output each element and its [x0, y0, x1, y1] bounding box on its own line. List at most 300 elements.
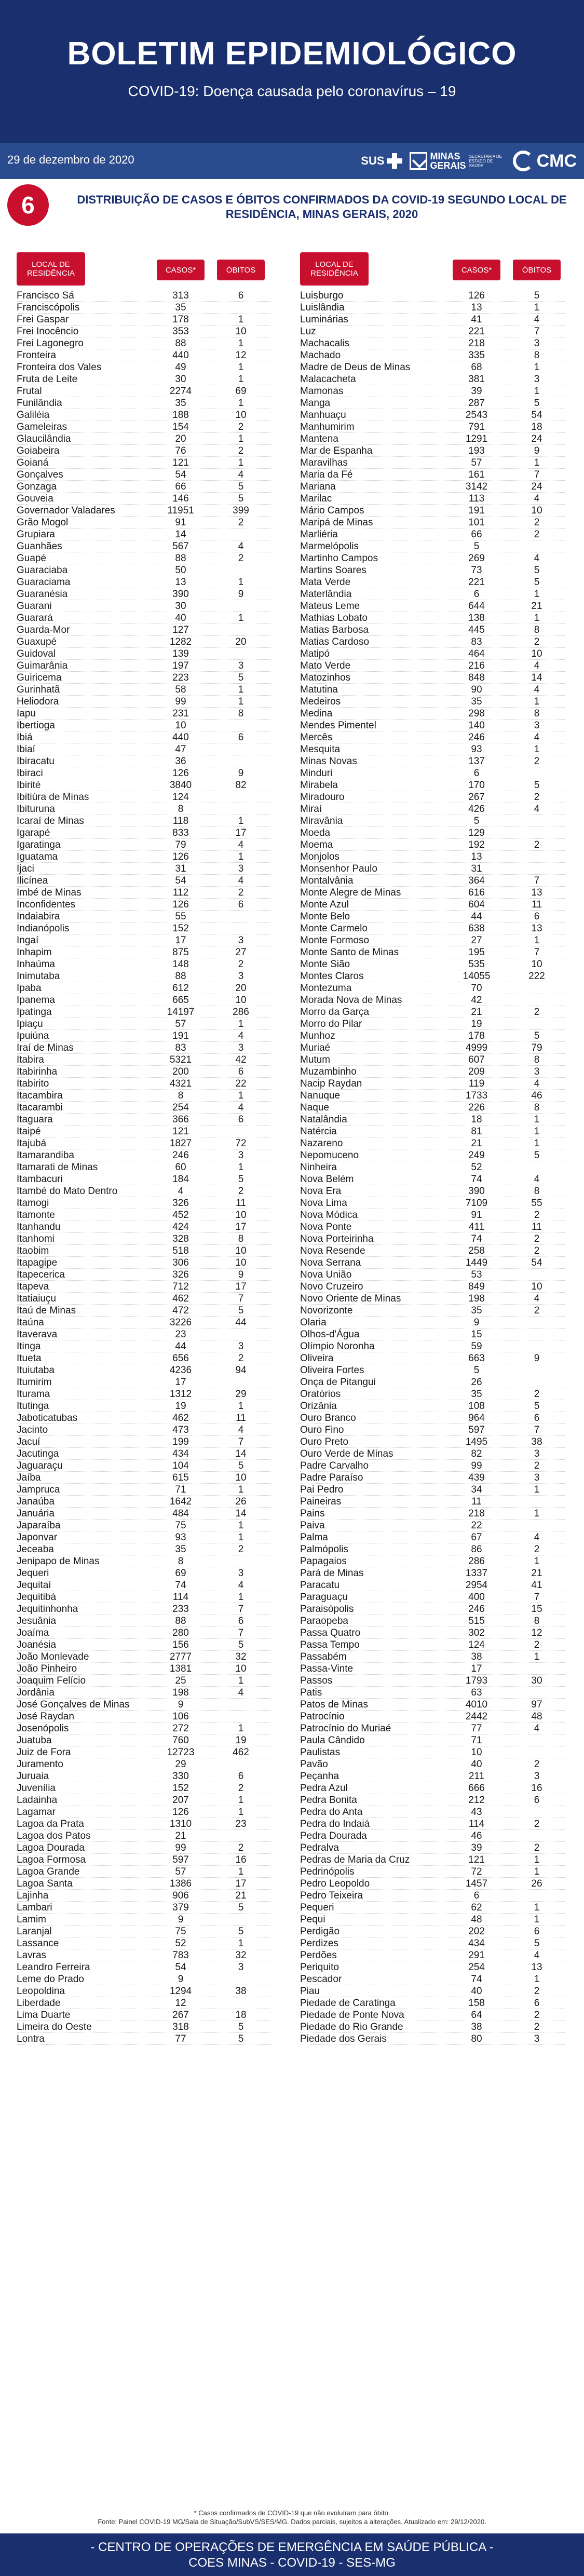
table-row	[17, 1018, 271, 1030]
deaths-value: 3	[238, 1341, 244, 1352]
municipality-name: Ladainha	[17, 1795, 58, 1806]
municipality-name: Monte Alegre de Minas	[300, 887, 401, 898]
table-row	[300, 791, 565, 803]
municipality-name: Periquito	[300, 1962, 339, 1973]
deaths-value: 2	[534, 792, 540, 803]
municipality-name: Inhaúma	[17, 959, 55, 970]
municipality-name: José Gonçalves de Minas	[17, 1699, 130, 1710]
municipality-name: Olaria	[300, 1317, 327, 1328]
municipality-name: Mesquita	[300, 744, 341, 755]
table-row	[300, 1854, 565, 1866]
table-row	[300, 1806, 565, 1818]
municipality-name: Guaxupé	[17, 636, 57, 647]
municipality-name: Itamarati de Minas	[17, 1162, 98, 1173]
cases-value: 118	[172, 816, 189, 826]
municipality-table-right	[300, 290, 565, 2045]
table-row	[17, 576, 271, 588]
table-row	[300, 731, 565, 743]
municipality-name: Itueta	[17, 1353, 42, 1364]
municipality-name: Mathias Lobato	[300, 613, 368, 623]
table-row	[300, 1281, 565, 1293]
table-row	[300, 1985, 565, 1997]
deaths-value: 5	[534, 398, 540, 409]
deaths-value: 24	[531, 481, 542, 492]
municipality-name: Jesuânia	[17, 1616, 57, 1626]
municipality-name: Lavras	[17, 1950, 47, 1961]
municipality-name: Nova Belém	[300, 1174, 354, 1185]
table-row	[17, 994, 271, 1006]
municipality-name: Ouro Preto	[300, 1436, 348, 1447]
table-row	[17, 731, 271, 743]
cases-value: 39	[471, 1842, 482, 1853]
table-row	[300, 1508, 565, 1520]
cases-value: 91	[175, 517, 186, 528]
header	[0, 0, 584, 143]
table-row	[17, 1066, 271, 1078]
table-row	[300, 1830, 565, 1842]
deaths-value: 1	[534, 613, 540, 623]
municipality-name: João Monlevade	[17, 1651, 89, 1662]
deaths-value: 6	[534, 1998, 540, 2009]
cases-value: 86	[471, 1544, 482, 1555]
municipality-name: Mutum	[300, 1054, 331, 1065]
deaths-value: 6	[534, 1926, 540, 1937]
cases-value: 55	[175, 911, 186, 922]
table-row	[300, 779, 565, 791]
table-row	[300, 1627, 565, 1639]
cases-value: 8	[178, 804, 184, 815]
table-row	[300, 1090, 565, 1102]
municipality-name: Iguatama	[17, 851, 58, 862]
table-row	[300, 540, 565, 552]
deaths-value: 23	[235, 1819, 247, 1829]
deaths-value: 1	[238, 1723, 244, 1734]
table-row	[17, 1209, 271, 1221]
cases-value: 30	[175, 601, 186, 612]
municipality-name: Pedra Bonita	[300, 1795, 357, 1806]
table-row	[17, 1615, 271, 1627]
cases-value: 246	[468, 732, 485, 743]
cases-value: 50	[175, 565, 186, 576]
municipality-name: Mar de Espanha	[300, 445, 373, 456]
cases-value: 35	[175, 398, 186, 409]
deaths-value: 2	[534, 1819, 540, 1829]
municipality-name: Galiléia	[17, 410, 50, 421]
table-row	[17, 1126, 271, 1137]
cases-value: 218	[468, 338, 485, 349]
deaths-value: 3	[238, 1150, 244, 1161]
deaths-value: 1	[238, 1090, 244, 1101]
cases-value: 207	[172, 1795, 189, 1806]
municipality-name: Perdizes	[300, 1938, 338, 1949]
table-row	[17, 1937, 271, 1949]
cases-value: 473	[172, 1425, 189, 1435]
municipality-name: Maria da Fé	[300, 469, 353, 480]
municipality-name: Guarani	[17, 601, 52, 612]
cases-value: 191	[172, 1031, 189, 1041]
cases-value: 121	[172, 1126, 189, 1137]
table-row	[17, 1770, 271, 1782]
cases-value: 218	[468, 1508, 485, 1519]
table-row	[17, 1352, 271, 1364]
deaths-value: 4	[238, 469, 244, 480]
deaths-value: 5	[238, 672, 244, 683]
deaths-value: 2	[238, 1783, 244, 1794]
deaths-value: 1	[238, 684, 244, 695]
cases-value: 35	[175, 302, 186, 313]
cases-value: 52	[471, 1162, 482, 1173]
table-row	[17, 1854, 271, 1866]
table-row	[300, 1591, 565, 1603]
deaths-value: 1	[238, 1532, 244, 1543]
municipality-name: Itamarandiba	[17, 1150, 74, 1161]
cases-value: 82	[471, 1448, 482, 1459]
table-row	[17, 505, 271, 517]
municipality-name: Igarapé	[17, 828, 50, 838]
table-row	[300, 1448, 565, 1460]
municipality-table-left	[17, 290, 271, 2045]
municipality-name: Miradouro	[300, 792, 345, 803]
table-row	[17, 564, 271, 576]
municipality-name: Nova Resende	[300, 1245, 365, 1256]
table-row	[300, 994, 565, 1006]
deaths-value: 9	[238, 768, 244, 779]
deaths-value: 82	[235, 780, 247, 791]
municipality-name: Ibirité	[17, 780, 41, 791]
cases-value: 424	[172, 1222, 189, 1232]
municipality-name: Martinho Campos	[300, 553, 378, 564]
municipality-name: Itamogi	[17, 1198, 49, 1209]
table-row	[300, 1352, 565, 1364]
cases-value: 615	[172, 1472, 189, 1483]
municipality-name: Paraopeba	[300, 1616, 348, 1626]
municipality-name: Itamonte	[17, 1210, 55, 1221]
cases-value: 13	[471, 851, 482, 862]
municipality-name: Malacacheta	[300, 374, 356, 385]
cases-value: 6	[473, 1890, 480, 1901]
municipality-name: Pedro Leopoldo	[300, 1878, 370, 1889]
cases-value: 3226	[169, 1317, 192, 1328]
table-row	[17, 1281, 271, 1293]
municipality-name: Perdões	[300, 1950, 337, 1961]
cases-value: 35	[471, 1389, 482, 1400]
plus-icon	[387, 153, 402, 169]
mg-emblem-icon	[410, 152, 427, 170]
cases-value: 21	[175, 1831, 186, 1841]
cases-value: 40	[471, 1759, 482, 1770]
deaths-value: 32	[235, 1950, 247, 1961]
municipality-name: Jordânia	[17, 1687, 55, 1698]
table-row	[17, 409, 271, 421]
table-row	[300, 1603, 565, 1615]
deaths-value: 12	[531, 1628, 542, 1638]
table-row	[300, 1949, 565, 1961]
municipality-name: Nova Lima	[300, 1198, 347, 1209]
municipality-name: Orizânia	[300, 1401, 337, 1412]
municipality-name: Itaverava	[17, 1329, 58, 1340]
cases-value: 330	[172, 1771, 189, 1782]
table-row	[17, 1806, 271, 1818]
table-row	[300, 1364, 565, 1376]
deaths-value: 7	[534, 1592, 540, 1603]
deaths-value: 10	[235, 1210, 247, 1221]
table-row	[17, 1651, 271, 1663]
municipality-name: Pará de Minas	[300, 1568, 364, 1579]
table-row	[300, 361, 565, 373]
table-row	[17, 1818, 271, 1830]
municipality-name: Luislândia	[300, 302, 345, 313]
deaths-value: 54	[531, 410, 542, 421]
municipality-name: Luz	[300, 326, 316, 337]
cases-value: 184	[172, 1174, 189, 1185]
cases-value: 161	[468, 469, 485, 480]
municipality-name: Leme do Prado	[17, 1974, 84, 1985]
cases-value: 137	[468, 756, 485, 767]
table-row	[300, 2021, 565, 2033]
cases-value: 193	[468, 445, 485, 456]
table-row	[17, 1711, 271, 1723]
cases-value: 44	[175, 1341, 186, 1352]
table-row	[17, 290, 271, 302]
table-row	[17, 1448, 271, 1460]
deaths-value: 2	[534, 1759, 540, 1770]
municipality-name: Pedra Azul	[300, 1783, 348, 1794]
table-row	[300, 481, 565, 493]
municipality-name: Lagoa da Prata	[17, 1819, 84, 1829]
cases-value: 4	[178, 1186, 184, 1197]
municipality-name: Lagoa dos Patos	[17, 1831, 91, 1841]
deaths-value: 8	[238, 1233, 244, 1244]
cases-value: 64	[471, 2010, 482, 2021]
municipality-name: Lagoa Dourada	[17, 1842, 85, 1853]
deaths-value: 11	[532, 1222, 542, 1232]
deaths-value: 69	[235, 386, 247, 397]
cases-value: 4010	[465, 1699, 488, 1710]
municipality-name: Monte Santo de Minas	[300, 947, 399, 958]
deaths-value: 5	[534, 290, 540, 301]
cmc-logo: CMC	[513, 151, 577, 171]
table-row	[300, 660, 565, 672]
table-row	[300, 1782, 565, 1794]
cases-value: 2954	[465, 1580, 488, 1591]
table-row	[300, 2033, 565, 2045]
deaths-value: 2	[534, 1460, 540, 1471]
cases-value: 302	[468, 1628, 485, 1638]
municipality-name: Frutal	[17, 386, 42, 397]
municipality-name: Glaucilândia	[17, 433, 71, 444]
cases-value: 198	[468, 1293, 485, 1304]
municipality-name: Nova União	[300, 1269, 352, 1280]
table-row	[17, 899, 271, 911]
municipality-name: Oliveira	[300, 1353, 334, 1364]
table-row	[17, 600, 271, 612]
municipality-name: Jampruca	[17, 1484, 60, 1495]
deaths-value: 8	[534, 1054, 540, 1065]
cases-value: 93	[175, 1532, 186, 1543]
table-row	[17, 982, 271, 994]
municipality-name: Pai Pedro	[300, 1484, 344, 1495]
table-row	[300, 349, 565, 361]
deaths-value: 97	[531, 1699, 542, 1710]
table-row	[17, 1400, 271, 1412]
municipality-name: Medeiros	[300, 696, 341, 707]
municipality-name: Itabira	[17, 1054, 44, 1065]
deaths-value: 72	[235, 1138, 247, 1149]
municipality-name: Indaiabira	[17, 911, 60, 922]
deaths-value: 6	[238, 1114, 244, 1125]
deaths-value: 1	[238, 1592, 244, 1603]
cases-value: 440	[172, 732, 189, 743]
deaths-value: 13	[531, 1962, 542, 1973]
table-row	[17, 1603, 271, 1615]
municipality-name: Manga	[300, 398, 331, 409]
deaths-value: 4	[534, 553, 540, 564]
deaths-value: 1	[238, 1795, 244, 1806]
table-row	[17, 875, 271, 887]
deaths-value: 42	[235, 1054, 247, 1065]
cases-value: 114	[172, 1592, 189, 1603]
table-row	[300, 624, 565, 636]
table-row	[300, 1245, 565, 1257]
deaths-value: 10	[235, 995, 247, 1006]
cases-value: 152	[172, 923, 189, 934]
municipality-name: Itaúna	[17, 1317, 44, 1328]
deaths-value: 1	[238, 851, 244, 862]
table-row	[300, 290, 565, 302]
cases-value: 17	[471, 1663, 482, 1674]
municipality-name: Padre Carvalho	[300, 1460, 369, 1471]
municipality-name: Paula Cândido	[300, 1735, 365, 1746]
cases-value: 1312	[169, 1389, 192, 1400]
table-row	[300, 1484, 565, 1496]
cases-value: 41	[471, 314, 482, 325]
date-bar	[0, 143, 584, 179]
table-row	[300, 1687, 565, 1699]
table-row	[300, 827, 565, 839]
cases-value: 34	[471, 1484, 482, 1495]
municipality-name: Pains	[300, 1508, 325, 1519]
table-row	[300, 1030, 565, 1042]
cases-value: 38	[471, 2022, 482, 2032]
cases-value: 298	[468, 708, 485, 719]
cases-value: 515	[468, 1616, 485, 1626]
cases-value: 712	[172, 1281, 189, 1292]
municipality-name: Jaíba	[17, 1472, 41, 1483]
deaths-value: 1	[534, 457, 540, 468]
cases-value: 212	[468, 1795, 485, 1806]
deaths-value: 5	[238, 493, 244, 504]
table-row	[300, 1102, 565, 1114]
cases-value: 249	[468, 1150, 485, 1161]
municipality-name: Matias Cardoso	[300, 636, 370, 647]
header-obitos-right: ÓBITOS	[513, 260, 561, 280]
cases-value: 535	[468, 959, 485, 970]
cases-value: 104	[172, 1460, 189, 1471]
municipality-name: Ibiraci	[17, 768, 43, 779]
cases-value: 71	[471, 1735, 482, 1746]
cases-value: 101	[468, 517, 485, 528]
municipality-name: Frei Inocêncio	[17, 326, 79, 337]
cases-value: 138	[468, 613, 485, 623]
deaths-value: 1	[238, 1162, 244, 1173]
cases-value: 223	[172, 672, 189, 683]
table-row	[17, 1914, 271, 1926]
municipality-name: Juramento	[17, 1759, 63, 1770]
deaths-value: 1	[238, 696, 244, 707]
table-row	[17, 779, 271, 791]
municipality-name: Itambacuri	[17, 1174, 63, 1185]
deaths-value: 4	[534, 1950, 540, 1961]
table-row	[17, 1054, 271, 1066]
deaths-value: 20	[235, 983, 247, 994]
municipality-name: Frei Gaspar	[17, 314, 69, 325]
cases-value: 366	[172, 1114, 189, 1125]
table-row	[17, 1997, 271, 2009]
municipality-name: Materlândia	[300, 589, 352, 600]
table-row	[17, 1734, 271, 1746]
municipality-name: Morada Nova de Minas	[300, 995, 402, 1006]
deaths-value: 5	[534, 780, 540, 791]
cases-value: 518	[172, 1245, 189, 1256]
deaths-value: 5	[534, 1938, 540, 1949]
municipality-name: Jenipapo de Minas	[17, 1556, 100, 1567]
municipality-name: Papagaios	[300, 1556, 347, 1567]
municipality-name: Inhapim	[17, 947, 52, 958]
table-row	[300, 1328, 565, 1340]
deaths-value: 4	[534, 804, 540, 815]
table-row	[300, 1221, 565, 1233]
municipality-name: Pedrinópolis	[300, 1866, 355, 1877]
deaths-value: 3	[534, 1448, 540, 1459]
municipality-name: Oliveira Fortes	[300, 1365, 364, 1376]
table-row	[300, 684, 565, 696]
table-row	[17, 1579, 271, 1591]
table-row	[17, 923, 271, 934]
deaths-value: 2	[534, 1986, 540, 1997]
municipality-name: Jequitinhonha	[17, 1604, 78, 1615]
deaths-value: 2	[534, 517, 540, 528]
municipality-name: Pedra Dourada	[300, 1831, 367, 1841]
table-row	[17, 636, 271, 648]
cases-value: 197	[172, 660, 189, 671]
table-row	[300, 1926, 565, 1937]
cases-value: 318	[172, 2022, 189, 2032]
cases-value: 19	[471, 1019, 482, 1029]
municipality-name: Mariana	[300, 481, 336, 492]
municipality-name: Moema	[300, 839, 333, 850]
deaths-value: 9	[238, 589, 244, 600]
cases-value: 20	[175, 433, 186, 444]
municipality-name: Luminárias	[300, 314, 348, 325]
cases-value: 390	[468, 1186, 485, 1197]
municipality-name: Josenópolis	[17, 1723, 69, 1734]
table-row	[17, 815, 271, 827]
table-row	[300, 1126, 565, 1137]
deaths-value: 2	[238, 1544, 244, 1555]
table-row	[17, 1364, 271, 1376]
table-row	[300, 1042, 565, 1054]
municipality-name: Piedade de Caratinga	[300, 1998, 396, 2009]
table-row	[17, 421, 271, 433]
deaths-value: 29	[235, 1389, 247, 1400]
municipality-name: Pequeri	[300, 1902, 334, 1913]
municipality-name: Mantena	[300, 433, 338, 444]
table-row	[17, 648, 271, 660]
municipality-name: Marliéria	[300, 529, 338, 540]
table-row	[300, 1902, 565, 1914]
table-row	[17, 696, 271, 708]
municipality-name: Pavão	[300, 1759, 328, 1770]
